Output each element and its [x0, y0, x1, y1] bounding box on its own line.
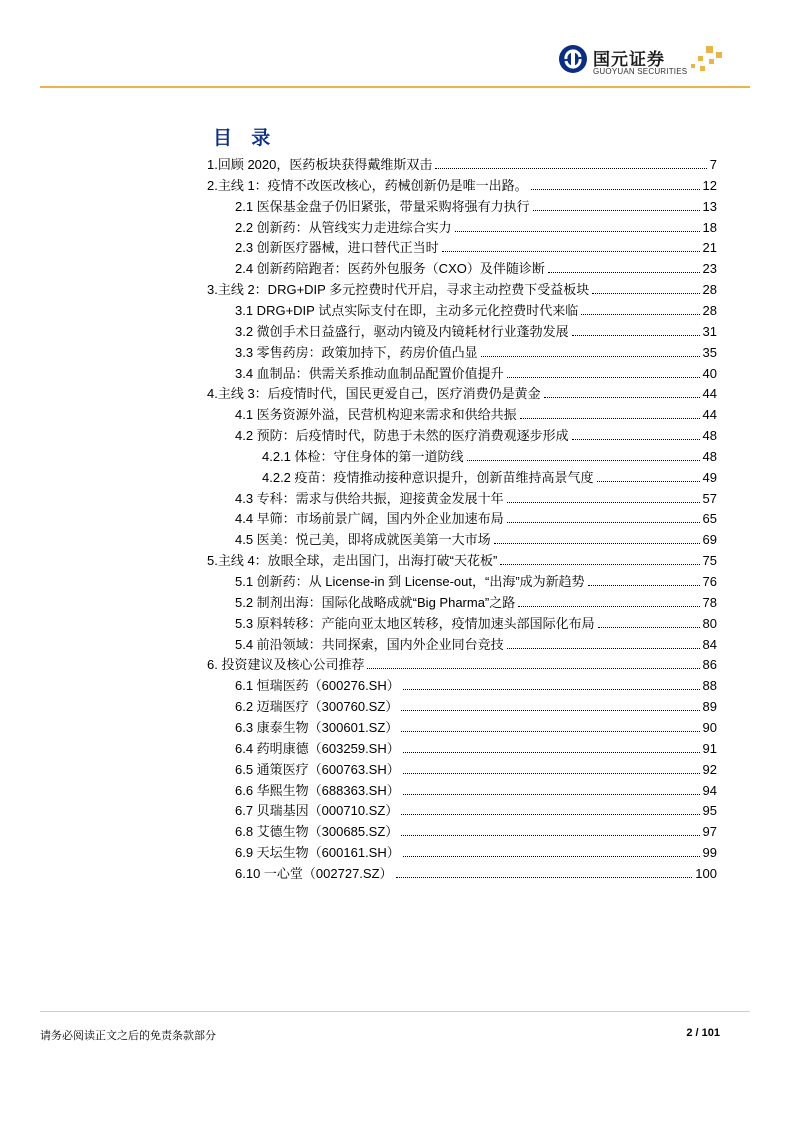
toc-entry-page: 31 [702, 323, 717, 339]
toc-entry-text: 3.1 DRG+DIP 试点实际支付在即，主动多元化控费时代来临 [235, 302, 579, 318]
toc-entry-page: 13 [702, 198, 717, 214]
toc-entry[interactable] [235, 614, 717, 633]
toc-entry-page: 92 [702, 761, 717, 777]
toc-entry-page: 78 [702, 594, 717, 610]
toc-entry-page: 90 [702, 719, 717, 735]
toc-entry[interactable] [235, 426, 717, 445]
toc-leader-dots [548, 272, 700, 273]
toc-entry-text: 6.7 贝瑞基因（000710.SZ） [235, 803, 399, 819]
toc-entry-text: 6.4 药明康德（603259.SH） [235, 740, 400, 756]
toc-entry-page: 57 [702, 490, 717, 506]
brand-name-en: GUOYUAN SECURITIES [593, 67, 688, 76]
toc-entry-page: 48 [702, 428, 717, 444]
toc-leader-dots [520, 418, 700, 419]
toc-entry-page: 12 [702, 177, 717, 193]
toc-entry[interactable] [235, 822, 717, 841]
toc-entry-page: 44 [702, 407, 717, 423]
toc-leader-dots [401, 835, 699, 836]
toc-leader-dots [367, 668, 699, 669]
toc-entry-text: 5.4 前沿领域：共同探索，国内外企业同台竞技 [235, 636, 504, 652]
toc-entry[interactable] [207, 655, 717, 674]
header-divider [40, 86, 750, 88]
toc-entry[interactable] [207, 155, 717, 174]
toc-entry-page: 94 [702, 782, 717, 798]
toc-entry-text: 6. 投资建议及核心公司推荐 [207, 657, 365, 673]
toc-entry-page: 65 [702, 511, 717, 527]
toc-leader-dots [403, 689, 700, 690]
toc-entry[interactable] [235, 218, 717, 237]
toc-entry[interactable] [235, 238, 717, 257]
toc-entry[interactable] [207, 551, 717, 570]
toc-entry-text: 5.3 原料转移：产能向亚太地区转移，疫情加速头部国际化布局 [235, 615, 595, 631]
toc-entry-text: 4.1 医务资源外溢，民营机构迎来需求和供给共振 [235, 407, 517, 423]
toc-entry-page: 69 [702, 532, 717, 548]
toc-entry-page: 23 [702, 261, 717, 277]
toc-entry-text: 4.2 预防：后疫情时代，防患于未然的医疗消费观逐步形成 [235, 428, 569, 444]
toc-entry[interactable] [235, 572, 717, 591]
toc-leader-dots [598, 627, 700, 628]
toc-entry-page: 28 [702, 282, 717, 298]
toc-entry-text: 2.3 创新医疗器械，进口替代正当时 [235, 240, 439, 256]
toc-entry[interactable] [235, 530, 717, 549]
toc-entry[interactable] [207, 384, 717, 403]
toc-leader-dots [592, 293, 699, 294]
toc-leader-dots [401, 710, 699, 711]
toc-entry[interactable] [235, 405, 717, 424]
toc-leader-dots [507, 377, 700, 378]
toc-leader-dots [396, 877, 693, 878]
toc-entry-page: 44 [702, 386, 717, 402]
toc-entry-text: 6.9 天坛生物（600161.SH） [235, 845, 400, 861]
toc-entry-text: 2.1 医保基金盘子仍旧紧张，带量采购将强有力执行 [235, 198, 530, 214]
toc-entry[interactable] [235, 259, 717, 278]
toc-entry-page: 88 [702, 678, 717, 694]
toc-entry[interactable] [235, 322, 717, 341]
toc-entry-page: 35 [702, 344, 717, 360]
toc-entry-page: 21 [702, 240, 717, 256]
toc-entry-text: 6.1 恒瑞医药（600276.SH） [235, 678, 400, 694]
toc-leader-dots [507, 502, 700, 503]
toc-entry[interactable] [235, 781, 717, 800]
toc-entry[interactable] [235, 843, 717, 862]
gold-squares-icon [690, 44, 724, 74]
footer-divider [40, 1011, 750, 1012]
toc-leader-dots [588, 585, 700, 586]
toc-entry-text: 6.3 康泰生物（300601.SZ） [235, 719, 399, 735]
toc-entry-page: 95 [702, 803, 717, 819]
toc-entry-text: 4.4 早筛：市场前景广阔，国内外企业加速布局 [235, 511, 504, 527]
toc-entry[interactable] [262, 447, 717, 466]
toc-entry-page: 80 [702, 615, 717, 631]
toc-entry-text: 4.2.1 体检：守住身体的第一道防线 [262, 448, 464, 464]
toc-entry-text: 4.5 医美：悦己美，即将成就医美第一大市场 [235, 532, 491, 548]
toc-leader-dots [572, 439, 700, 440]
toc-entry-page: 86 [702, 657, 717, 673]
toc-leader-dots [401, 814, 699, 815]
toc-entry-page: 28 [702, 302, 717, 318]
toc-entry-page: 100 [695, 865, 717, 881]
toc-entry[interactable] [235, 676, 717, 695]
toc-entry-text: 5.1 创新药：从 License-in 到 License-out，“出海”成为新趋势 [235, 574, 585, 589]
toc-entry[interactable] [235, 301, 717, 320]
toc-entry[interactable] [207, 280, 717, 299]
toc-leader-dots [455, 231, 700, 232]
toc-entry-text: 3.主线 2：DRG+DIP 多元控费时代开启，寻求主动控费下受益板块 [207, 282, 590, 298]
toc-entry[interactable] [235, 593, 717, 612]
toc-entry-page: 76 [702, 574, 717, 589]
toc-leader-dots [544, 397, 700, 398]
toc-entry-page: 99 [702, 845, 717, 861]
toc-leader-dots [518, 606, 699, 607]
toc-entry-text: 4.主线 3：后疫情时代，国民更爱自己，医疗消费仍是黄金 [207, 386, 541, 402]
toc-entry[interactable] [235, 760, 717, 779]
toc-entry-text: 3.2 微创手术日益盛行，驱动内镜及内镜耗材行业蓬勃发展 [235, 323, 569, 339]
toc-entry-page: 89 [702, 699, 717, 715]
toc-entry-page: 7 [709, 157, 717, 172]
toc-leader-dots [507, 522, 700, 523]
toc-title: 目 录 [213, 128, 278, 149]
toc-entry[interactable] [235, 801, 717, 820]
toc-entry-page: 40 [702, 365, 717, 381]
toc-leader-dots [403, 773, 700, 774]
toc-entry-text: 6.8 艾德生物（300685.SZ） [235, 824, 399, 840]
toc-entry-page: 91 [702, 740, 717, 756]
toc-leader-dots [403, 752, 700, 753]
toc-entry-text: 6.10 一心堂（002727.SZ） [235, 865, 393, 881]
company-logo [558, 40, 728, 80]
toc-entry[interactable] [235, 364, 717, 383]
toc-entry[interactable] [235, 697, 717, 716]
toc-leader-dots [401, 731, 699, 732]
toc-leader-dots [435, 168, 706, 169]
toc-entry-page: 49 [702, 469, 717, 485]
toc-entry-page: 48 [702, 448, 717, 464]
toc-entry-text: 2.主线 1：疫情不改医改核心，药械创新仍是唯一出路。 [207, 177, 528, 193]
toc-entry-text: 4.2.2 疫苗：疫情推动接种意识提升，创新苗维持高景气度 [262, 469, 594, 485]
toc-entry[interactable] [235, 343, 717, 362]
toc-leader-dots [533, 210, 700, 211]
footer-disclaimer: 请务必阅读正文之后的免责条款部分 [40, 1030, 216, 1042]
toc-entry-text: 3.4 血制品：供需关系推动血制品配置价值提升 [235, 365, 504, 381]
brand-name-cn: 国元证券 [593, 50, 665, 69]
toc-entry-text: 5.主线 4：放眼全球，走出国门，出海打破“天花板” [207, 553, 498, 569]
toc-entry[interactable] [235, 718, 717, 737]
toc-entry-page: 75 [702, 553, 717, 569]
guoyuan-logo-icon [558, 44, 588, 74]
toc-entry-text: 5.2 制剂出海：国际化战略成就“Big Pharma”之路 [235, 594, 516, 610]
toc-entry[interactable] [235, 864, 717, 883]
toc-entry-text: 6.5 通策医疗（600763.SH） [235, 761, 400, 777]
toc-leader-dots [403, 856, 700, 857]
toc-entry-text: 6.6 华熙生物（688363.SH） [235, 782, 400, 798]
toc-leader-dots [494, 543, 700, 544]
toc-entry-text: 1.回顾 2020，医药板块获得戴维斯双击 [207, 157, 433, 172]
toc-leader-dots [442, 251, 700, 252]
footer-page-number: 2 / 101 [686, 1027, 720, 1039]
toc-leader-dots [467, 460, 700, 461]
toc-leader-dots [531, 189, 700, 190]
toc-entry[interactable] [207, 176, 717, 195]
toc-entry-text: 2.2 创新药：从管线实力走进综合实力 [235, 219, 452, 235]
toc-entry-text: 3.3 零售药房：政策加持下，药房价值凸显 [235, 344, 478, 360]
toc-entry-page: 18 [702, 219, 717, 235]
toc-leader-dots [581, 314, 699, 315]
toc-entry[interactable] [235, 489, 717, 508]
toc-leader-dots [500, 564, 699, 565]
toc-leader-dots [572, 335, 700, 336]
toc-entry[interactable] [235, 635, 717, 654]
toc-entry-text: 4.3 专科：需求与供给共振，迎接黄金发展十年 [235, 490, 504, 506]
toc-entry-page: 84 [702, 636, 717, 652]
toc-entry-text: 2.4 创新药陪跑者：医药外包服务（CXO）及伴随诊断 [235, 261, 545, 277]
toc-entry[interactable] [262, 468, 717, 487]
toc-leader-dots [507, 648, 700, 649]
toc-leader-dots [403, 794, 700, 795]
toc-leader-dots [597, 481, 700, 482]
toc-entry[interactable] [235, 197, 717, 216]
toc-entry-text: 6.2 迈瑞医疗（300760.SZ） [235, 699, 399, 715]
toc-leader-dots [481, 356, 700, 357]
toc-entry[interactable] [235, 509, 717, 528]
toc-entry-page: 97 [702, 824, 717, 840]
toc-entry[interactable] [235, 739, 717, 758]
